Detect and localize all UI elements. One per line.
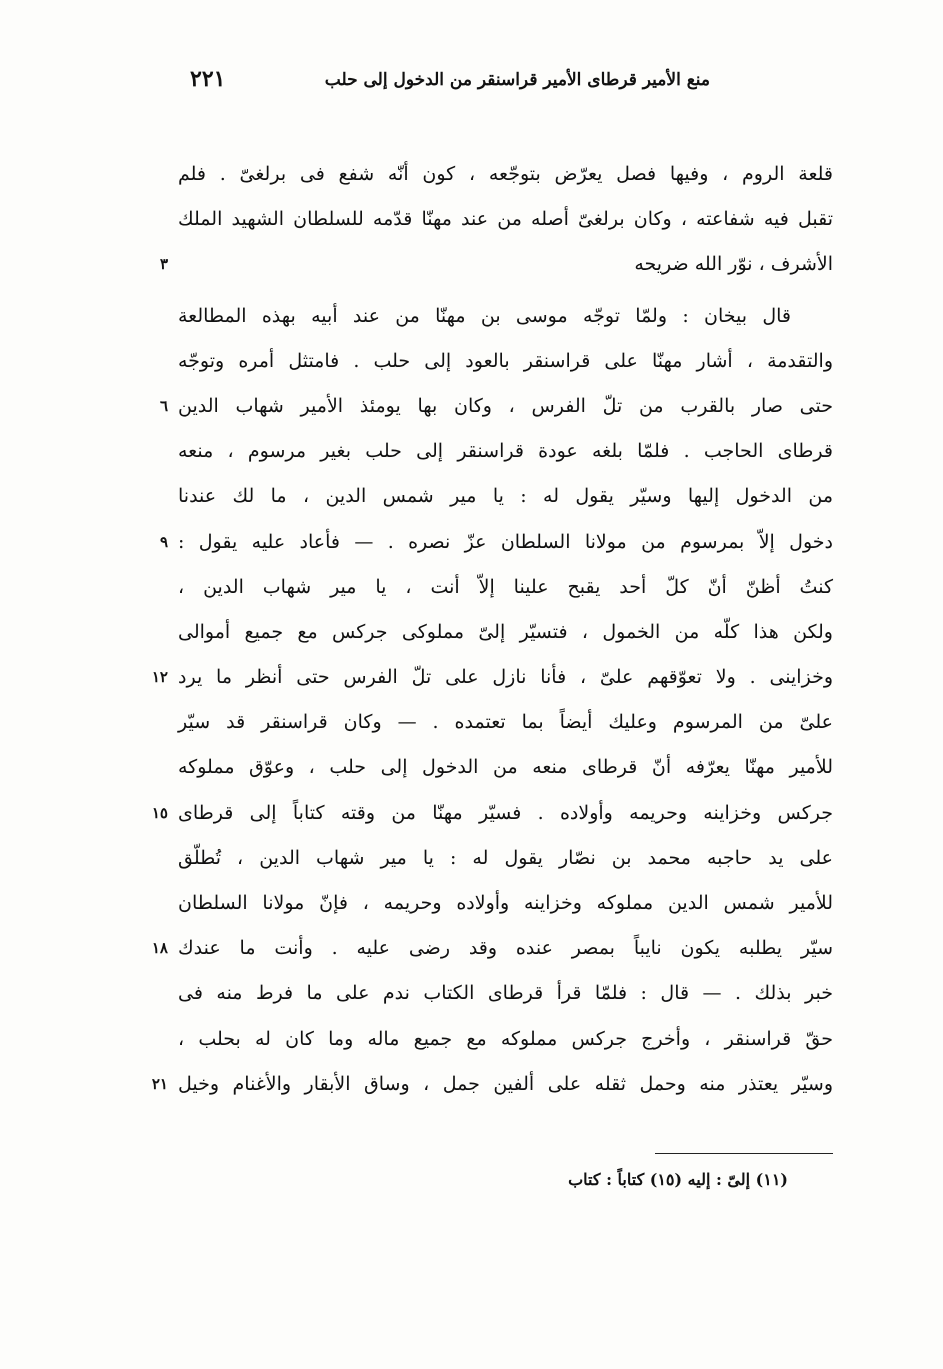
text-line: قال بيخان : ولمّا توجّه موسى بن مهنّا من عند أبيه بهذه المطالعة (178, 304, 791, 327)
text-line: للأمير مهنّا يعرّفه أنّ قرطاى منعه من الدخول إلى حلب ، وعوّق مملوكه (178, 756, 833, 779)
text-line: قرطاى الحاجب . فلمّا بلغه عودة قراسنقر إلى حلب بغير مرسوم ، منعه (178, 440, 833, 463)
text-line: على يد حاجبه محمد بن نصّار يقول له : يا مير شهاب الدين ، تُطلّق (178, 846, 833, 869)
line-number: ١٢ (151, 668, 168, 687)
text-line: وسيّر يعتذر منه وحمل ثقله على ألفين جمل ، وساق الأبقار والأغنام وخيل ٢١ (178, 1062, 833, 1107)
line-number: ٦ (159, 396, 168, 415)
line-number: ٢١ (151, 1074, 168, 1093)
line-number: ١٨ (151, 939, 168, 958)
text-line: كنتُ أظنّ أنّ كلّ أحد يقبح علينا إلاّ أنت ، يا مير شهاب الدين ، (178, 575, 833, 598)
text-line: قلعة الروم ، وفيها فصل يعرّض بتوجّعه ، كون أنّه شفع فى برلغىّ . فلم (178, 163, 833, 185)
body-text (151, 152, 833, 1107)
text-line: حتى صار بالقرب من تلّ الفرس ، وكان بها يومئذ الأمير شهاب الدين ٦ (178, 384, 833, 429)
line-number: ١٥ (151, 803, 168, 822)
text-line: خبر بذلك . — قال : فلمّا قرأ قرطاى الكتاب ندم على ما فرط منه فى (178, 982, 833, 1005)
page-number: ٢٢١ (190, 66, 226, 92)
text-line: للأمير شمس الدين مملوكه وخزاينه وأولاده وحريمه ، فإنّ مولانا السلطان (178, 892, 833, 914)
text-line: جركس وخزاينه وحريمه وأولاده . فسيّر مهنّا من وقته كتاباً إلى قرطاى ١٥ (178, 791, 833, 836)
page-header (190, 62, 710, 102)
text-line: وخزاينى . ولا تعوّقهم علىّ ، فأنا نازل على تلّ الفرس حتى أنظر ما يرد ١٢ (178, 655, 833, 700)
text-line: حقّ قراسنقر ، وأخرج جركس مملوكه مع جميع ماله وما كان له بحلب ، (178, 1027, 833, 1050)
text-line: ولكن هذا كلّه من الخمول ، فتسيّر إلىّ مملوكى جركس مع جميع أموالى (178, 620, 833, 643)
running-head: منع الأمير قرطاى الأمير قراسنقر من الدخول إلى حلب (324, 70, 710, 90)
footnote-divider (655, 1153, 833, 1154)
text-line: علىّ من المرسوم وعليك أيضاً بما تعتمده . — وكان قراسنقر قد سيّر (178, 711, 833, 734)
text-line: دخول إلاّ بمرسوم من مولانا السلطان عزّ نصره . — فأعاد عليه يقول : ٩ (178, 520, 833, 565)
text-line: تقبل فيه شفاعته ، وكان برلغىّ أصله من عند مهنّا قدّمه للسلطان الشهيد الملك (178, 208, 833, 231)
footnote: (١١) إلىّ : إليه (١٥) كتاباً : كتاب (568, 1170, 788, 1189)
line-number: ٣ (159, 255, 168, 274)
line-number: ٩ (159, 532, 168, 551)
text-line: سيّر يطلبه يكون نايباً بمصر عنده وقد رضى عليه . وأنت ما عندك ١٨ (178, 926, 833, 971)
text-line: من الدخول إليها وسيّر يقول له : يا مير شمس الدين ، ما لك عندنا (178, 485, 833, 508)
text-line: والتقدمة ، أشار مهنّا على قراسنقر بالعود إلى حلب . فامتثل أمره وتوجّه (178, 349, 833, 372)
text-line: الأشرف ، نوّر الله ضريحه ٣ (178, 242, 833, 287)
